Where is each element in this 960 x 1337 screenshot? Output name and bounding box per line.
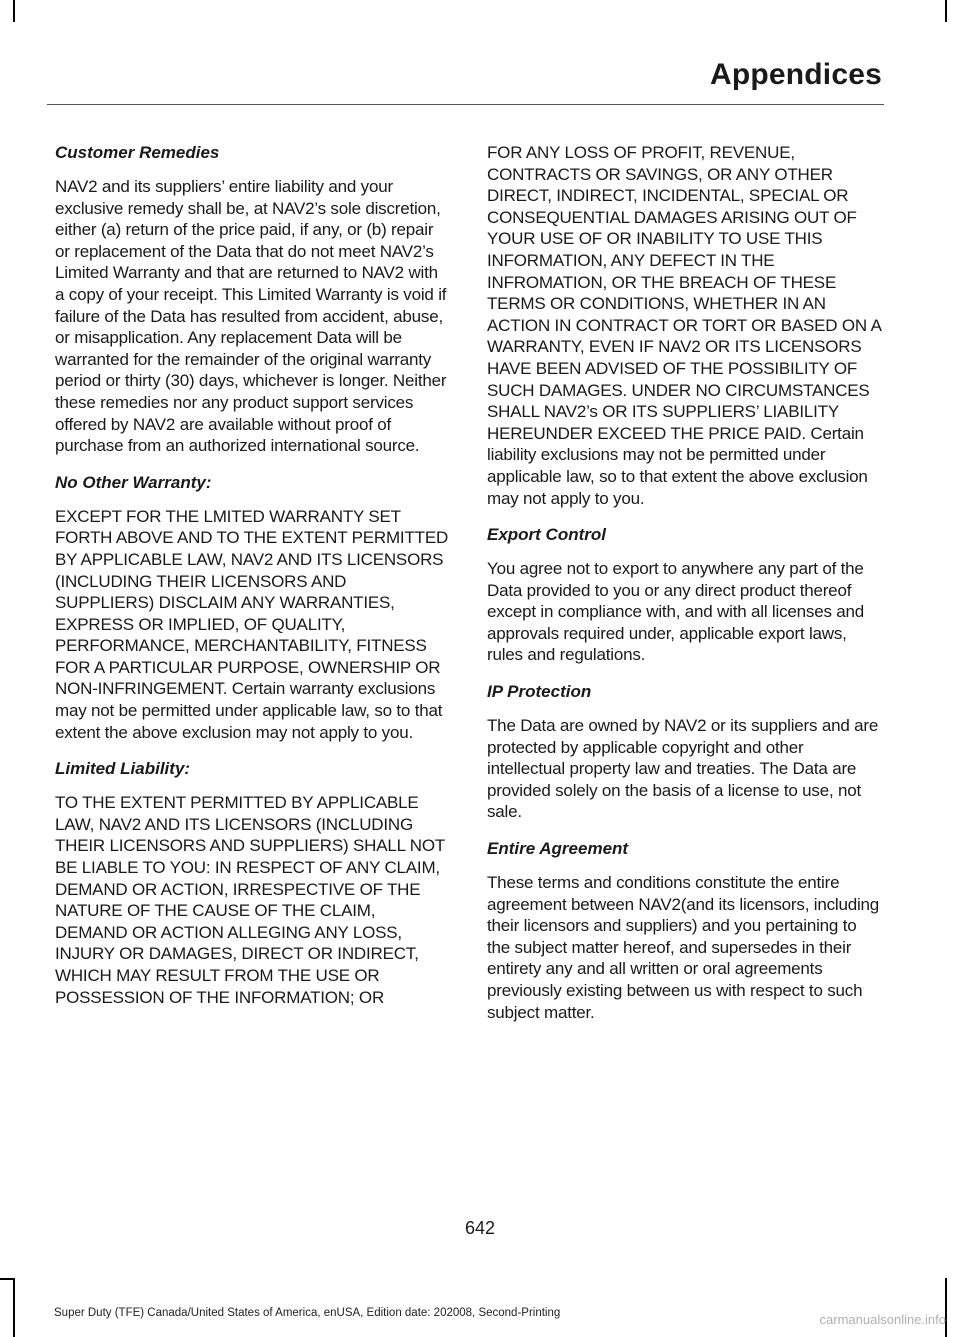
section-text-customer-remedies: NAV2 and its suppliers’ entire liability and your exclusive remedy shall be, at NAV2’s sole discretion, either (a) return of the price paid, if any, or (b) repair or replacement of the Data that do not meet NAV2’s Limited Warranty and that are returned to NAV2 with a copy of your receipt. This Limited Warranty is void if failure of the Data has resulted from accident, abuse, or misapplication. Any replacement Data will be warranted for the remainder of the original warranty period or thirty (30) days, whichever is longer. Neither these remedies nor any product support services offered by NAV2 are available without proof of purchase from an authorized international source. (55, 177, 447, 456)
section-heading-customer-remedies: Customer Remedies (55, 143, 220, 162)
section-text-limited-liability: TO THE EXTENT PERMITTED BY APPLICABLE LAW, NAV2 AND ITS LICENSORS (INCLUDING THEIR LICENSORS AND SUPPLIERS) SHALL NOT BE LIABLE TO YOU: IN RESPECT OF ANY CLAIM, DEMAND OR ACTION, IRRESPECTIVE OF THE NATURE OF THE CAUSE OF THE CLAIM, DEMAND OR ACTION ALLEGING ANY LOSS, INJURY OR DAMAGES, DIRECT OR INDIRECT, WHICH MAY RESULT FROM THE USE OR POSSESSION OF THE INFORMATION; OR (55, 793, 445, 1007)
page-number: 642 (464, 1218, 496, 1238)
section-text-no-other-warranty: EXCEPT FOR THE LMITED WARRANTY SET FORTH ABOVE AND TO THE EXTENT PERMITTED BY APPLICABLE LAW, NAV2 AND ITS LICENSORS (INCLUDING THEIR LICENSORS AND SUPPLIERS) DISCLAIM ANY WARRANTIES, EXPRESS OR IMPLIED, OF QUALITY, PERFORMANCE, MERCHANTABILITY, FITNESS FOR A PARTICULAR PURPOSE, OWNERSHIP OR NON-INFRINGEMENT. Certain warranty exclusions may not be permitted under applicable law, so to that extent the above exclusion may not apply to you. (55, 506, 449, 742)
section-heading-ip-protection: IP Protection (487, 682, 592, 702)
page-title: Appendices (709, 58, 882, 91)
crop-mark-top-right (945, 0, 947, 22)
left-column (55, 142, 449, 1023)
section-heading-export-control: Export Control (487, 525, 606, 545)
header-divider (47, 104, 884, 105)
crop-mark-bottom-right (945, 1278, 947, 1337)
footer-edition-info: Super Duty (TFE) Canada/United States of America, enUSA, Edition date: 202008, Second-Printing (54, 1307, 561, 1319)
section-text-entire-agreement: These terms and conditions constitute the entire agreement between NAV2(and its licensors, including their licensors and suppliers) and you pertaining to the subject matter hereof, and supersedes in their entirety any and all written or oral agreements previously existing between us with respect to such subject matter. (487, 873, 880, 1022)
section-heading-limited-liability: Limited Liability: (55, 759, 191, 779)
section-heading-no-other-warranty: No Other Warranty: (55, 472, 212, 492)
crop-mark-top-left (13, 0, 15, 22)
section-text-ip-protection: The Data are owned by NAV2 or its suppliers and are protected by applicable copyright and other intellectual property law and treaties. The Data are provided solely on the basis of a license to use, not sale. (487, 716, 879, 822)
crop-mark-bottom-left (13, 1278, 15, 1337)
section-heading-entire-agreement: Entire Agreement (487, 839, 629, 859)
watermark: carmanualsonline.info (819, 1312, 946, 1327)
right-column (487, 142, 881, 1038)
section-text-liability-continued: FOR ANY LOSS OF PROFIT, REVENUE, CONTRACTS OR SAVINGS, OR ANY OTHER DIRECT, INDIRECT, INCIDENTAL, SPECIAL OR CONSEQUENTIAL DAMAGES ARISING OUT OF YOUR USE OF OR INABILITY TO USE THIS INFORMATION, ANY DEFECT IN THE INFROMATION, OR THE BREACH OF THESE TERMS OR CONDITIONS, WHETHER IN AN ACTION IN CONTRACT OR TORT OR BASED ON A WARRANTY, EVEN IF NAV2 OR ITS LICENSORS HAVE BEEN ADVISED OF THE POSSIBILITY OF SUCH DAMAGES. UNDER NO CIRCUMSTANCES SHALL NAV2’s OR ITS SUPPLIERS’ LIABILITY HEREUNDER EXCEED THE PRICE PAID. Certain liability exclusions may not be permitted under applicable law, so to that extent the above exclusion may not apply to you. (487, 143, 881, 508)
crop-mark-bottom-left-h (0, 1278, 15, 1280)
section-text-export-control: You agree not to export to anywhere any part of the Data provided to you or any direct product thereof except in compliance with, and with all licenses and approvals required under, applicable export laws, rules and regulations. (487, 559, 865, 665)
